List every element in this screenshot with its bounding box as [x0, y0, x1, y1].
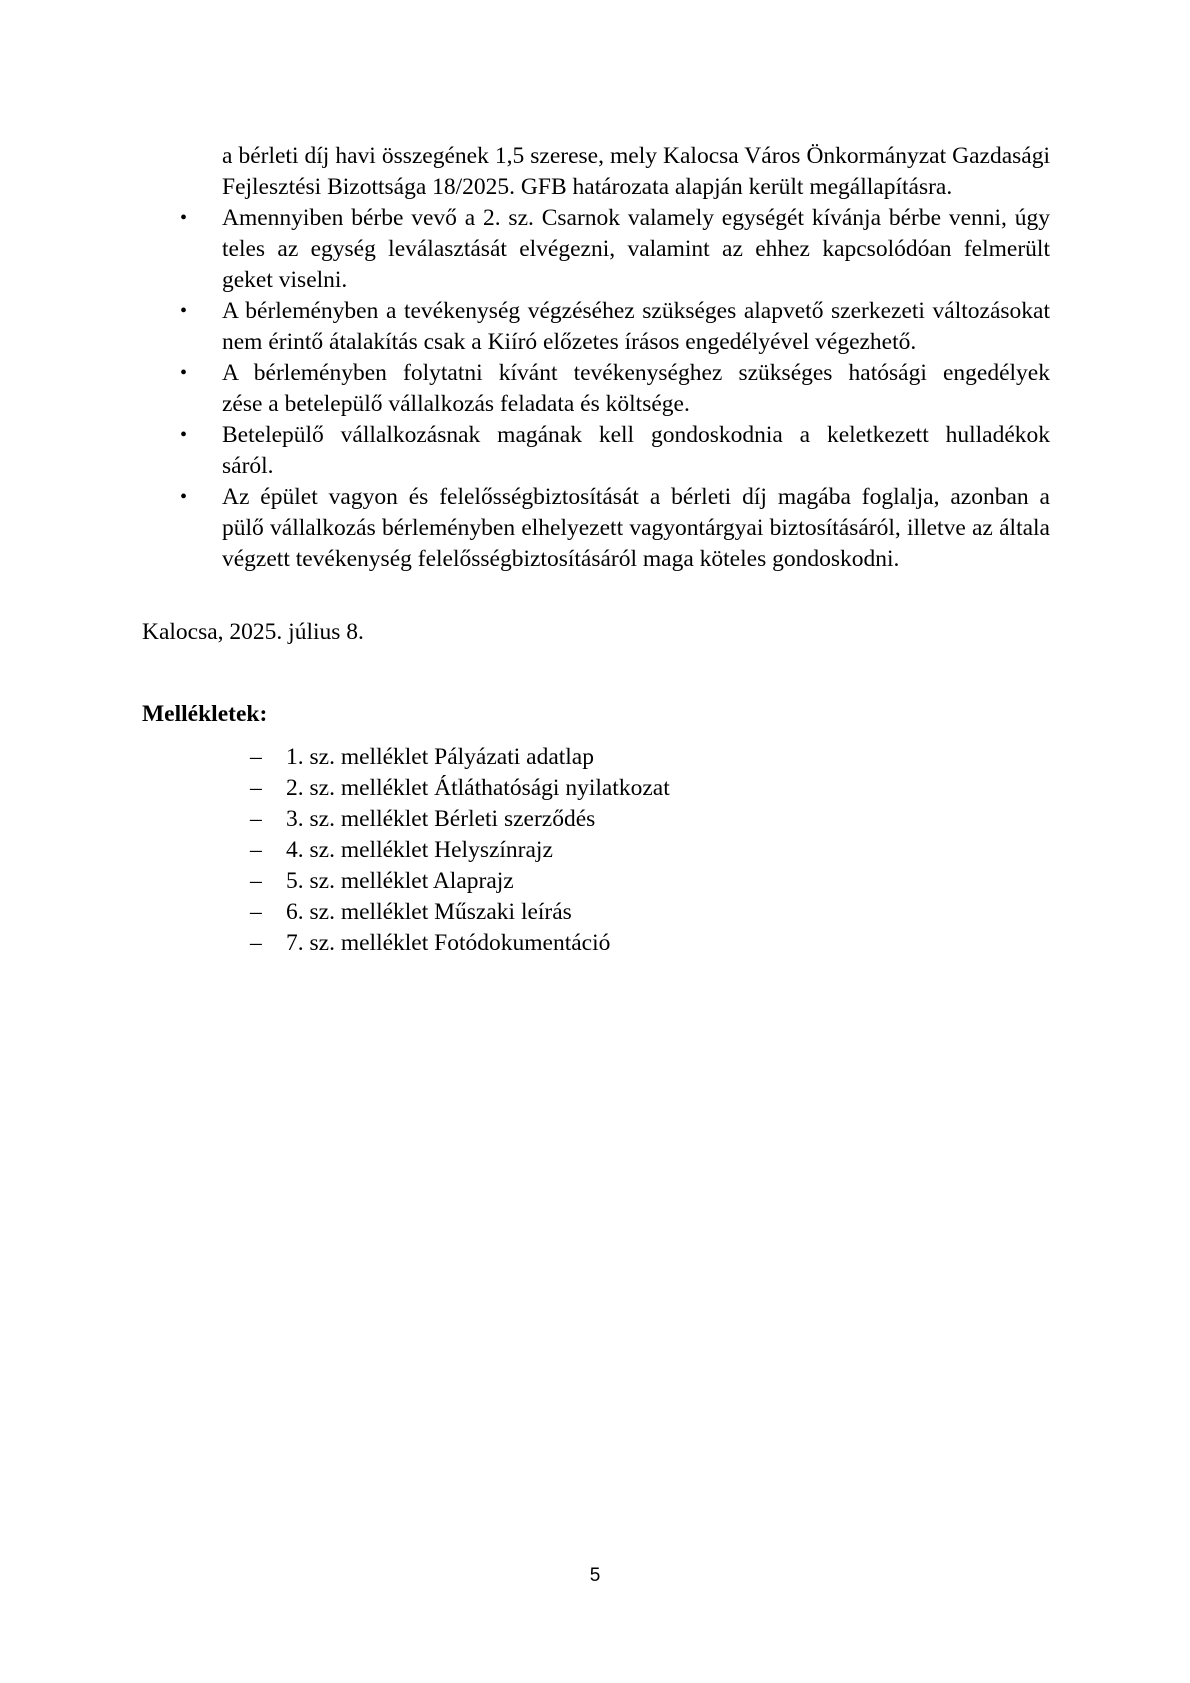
- dash-icon: –: [250, 775, 262, 801]
- attachment-label: 6. sz. melléklet Műszaki leírás: [286, 899, 572, 925]
- bullet-icon: •: [180, 424, 188, 446]
- attachment-label: 1. sz. melléklet Pályázati adatlap: [286, 744, 594, 770]
- text-line: zése a betelepülő vállalkozás feladata és költsége.: [222, 391, 690, 417]
- continuation-paragraph: [222, 141, 1050, 203]
- bullet-icon: •: [180, 207, 188, 229]
- bullet-item: [180, 296, 1050, 358]
- text-line: A bérleményben a tevékenység végzéséhez szükséges alapvető szerkezeti változásokat: [222, 298, 1050, 324]
- dash-icon: –: [250, 930, 262, 956]
- text-line: A bérleményben folytatni kívánt tevékenységhez szükséges hatósági engedélyek: [222, 360, 1050, 386]
- text-line: nem érintő átalakítás csak a Kiíró előzetes írásos engedélyével végezhető.: [222, 329, 917, 355]
- attachments-heading: Mellékletek:: [142, 701, 268, 727]
- text-line: Fejlesztési Bizottsága 18/2025. GFB határozata alapján került megállapításra.: [222, 174, 953, 200]
- bullet-icon: •: [180, 362, 188, 384]
- text-line: geket viselni.: [222, 267, 348, 293]
- attachment-label: 4. sz. melléklet Helyszínrajz: [286, 837, 553, 863]
- dash-icon: –: [250, 744, 262, 770]
- attachment-label: 5. sz. melléklet Alaprajz: [286, 868, 514, 894]
- text-line: végzett tevékenység felelősségbiztosításáról maga köteles gondoskodni.: [222, 546, 900, 572]
- bullet-item: [180, 482, 1050, 575]
- attachment-label: 2. sz. melléklet Átláthatósági nyilatkozat: [286, 775, 670, 801]
- body-text: [180, 141, 1050, 575]
- dash-icon: –: [250, 868, 262, 894]
- attachment-label: 7. sz. melléklet Fotódokumentáció: [286, 930, 611, 956]
- bullet-item: [180, 420, 1050, 482]
- text-line: Amennyiben bérbe vevő a 2. sz. Csarnok valamely egységét kívánja bérbe venni, úgy: [222, 205, 1050, 231]
- attachment-label: 3. sz. melléklet Bérleti szerződés: [286, 806, 596, 832]
- bullet-item: [180, 358, 1050, 420]
- bullet-icon: •: [180, 486, 188, 508]
- text-line: sáról.: [222, 453, 274, 479]
- text-line: teles az egység leválasztását elvégezni, valamint az ehhez kapcsolódóan felmerült: [222, 236, 1050, 262]
- dash-icon: –: [250, 806, 262, 832]
- bullet-icon: •: [180, 300, 188, 322]
- text-line: a bérleti díj havi összegének 1,5 szerese, mely Kalocsa Város Önkormányzat Gazdasági: [222, 143, 1050, 169]
- bullet-item: [180, 203, 1050, 296]
- page-number: 5: [589, 1565, 601, 1586]
- dash-icon: –: [250, 837, 262, 863]
- text-line: Az épület vagyon és felelősségbiztosítását a bérleti díj magába foglalja, azonban a: [222, 484, 1050, 510]
- text-line: Betelepülő vállalkozásnak magának kell gondoskodnia a keletkezett hulladékok: [222, 422, 1050, 448]
- place-date: Kalocsa, 2025. július 8.: [142, 619, 364, 645]
- text-line: pülő vállalkozás bérleményben elhelyezett vagyontárgyai biztosításáról, illetve az általa: [222, 515, 1050, 541]
- dash-icon: –: [250, 899, 262, 925]
